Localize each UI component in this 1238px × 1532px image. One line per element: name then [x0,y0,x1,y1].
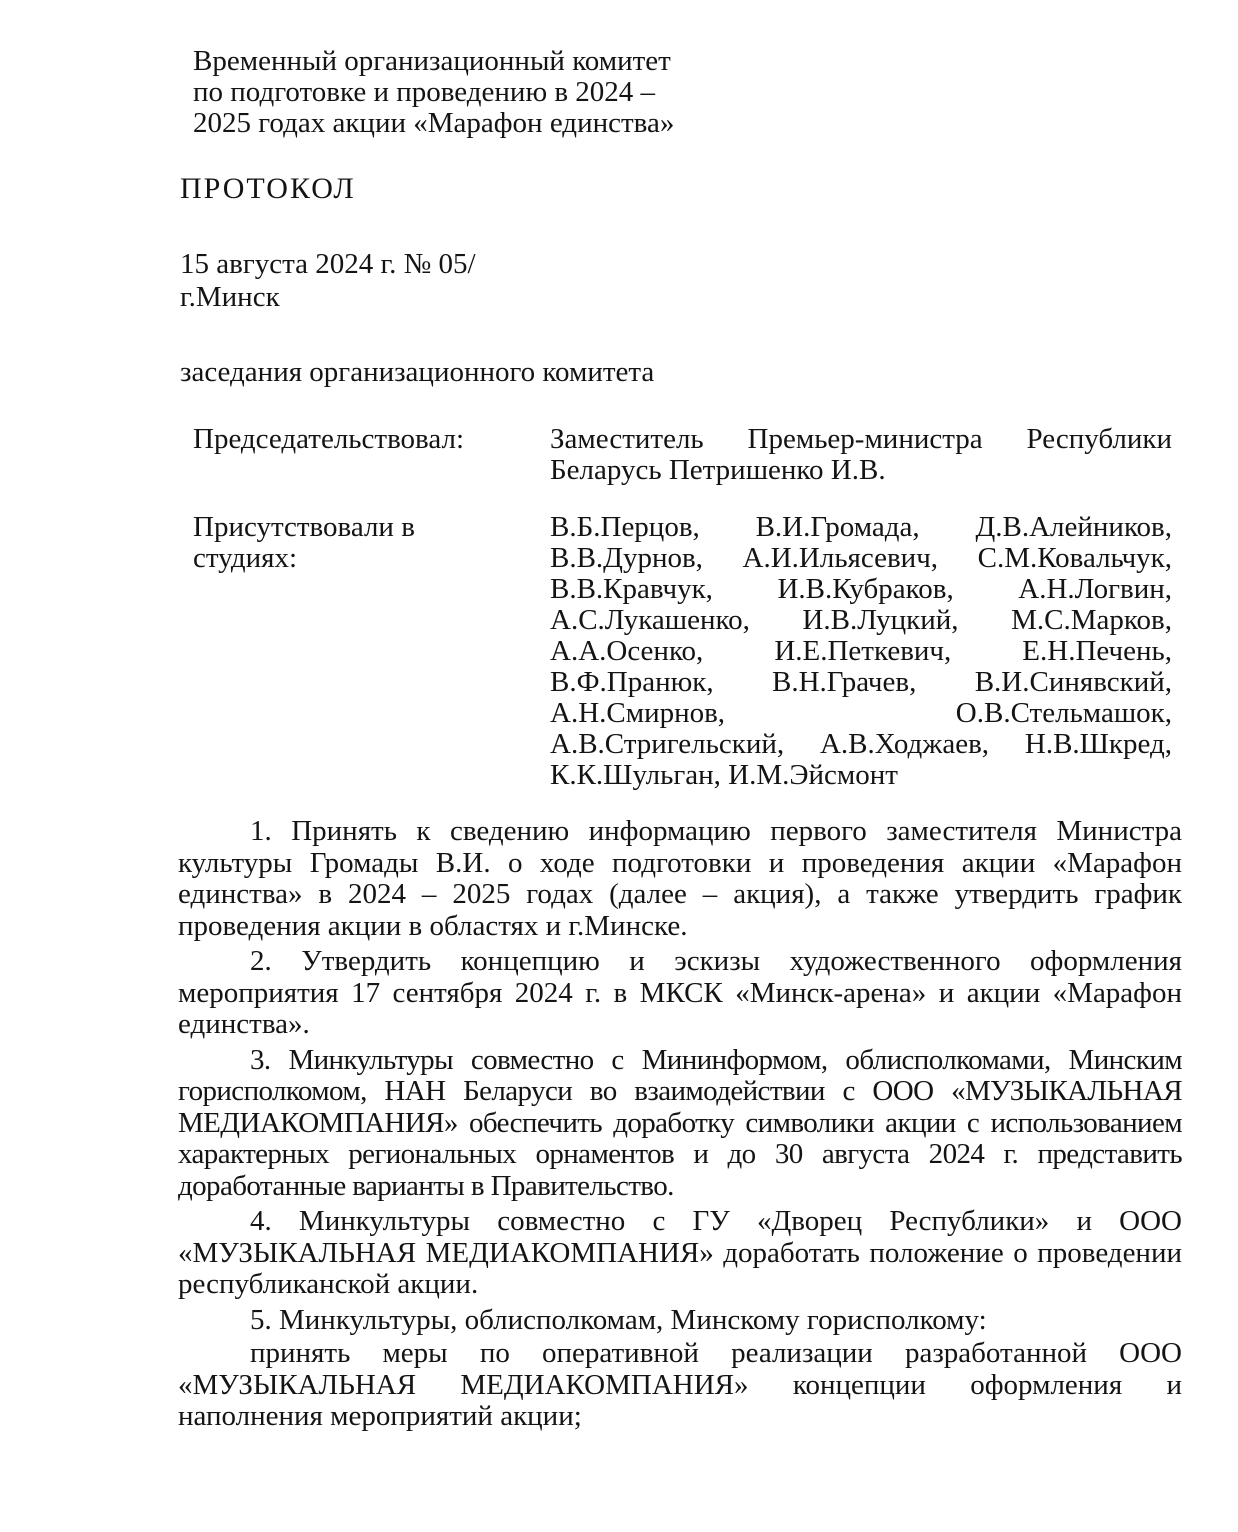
protocol-item-5-subitem: принять меры по оперативной реализации разработанной ООО «МУЗЫКАЛЬНАЯ МЕДИАКОМПАНИЯ» концепции оформления и наполнения мероприятий акции; [178,1337,1182,1432]
chair-label: Председательствовал: [193,423,465,455]
document-subject: заседания организационного комитета [180,356,655,388]
date-place-block [180,248,476,314]
chair-value: Заместитель Премьер-министра Республики Беларусь Петришенко И.В. [550,423,1172,486]
attendees-list: В.Б.Перцов, В.И.Громада, Д.В.Алейников, В.В.Дурнов, А.И.Ильясевич, С.М.Ковальчук, В.В.Кравчук, И.В.Кубраков, А.Н.Логвин, А.С.Лукашенко, И.В.Луцкий, М.С.Марков, А.А.Осенко, И.Е.Петкевич, Е.Н.Печень, В.Ф.Пранюк, В.Н.Грачев, В.И.Синявский, А.Н.Смирнов, О.В.Стельмашок, А.В.Стригельский, А.В.Ходжаев, Н.В.Шкред, К.К.Шульган, И.М.Эйсмонт [550,511,1172,791]
org-line: Временный организационный комитет [193,45,671,77]
document-place: г.Минск [180,281,280,313]
protocol-item-5: 5. Минкультуры, облисполкомам, Минскому горисполкому: [250,1303,987,1336]
org-line: 2025 годах акции «Марафон единства» [193,107,675,139]
protocol-item-1: 1. Принять к сведению информацию первого заместителя Министра культуры Громады В.И. о ходе подготовки и проведения акции «Марафон единства» в 2024 – 2025 годах (далее – акция), а также утвердить график проведения акции в областях и г.Минске. [178,815,1182,942]
protocol-body [178,816,1182,1437]
document-type-title: ПРОТОКОЛ [180,172,356,205]
protocol-item-3: 3. Минкультуры совместно с Мининформом, облисполкомами, Минским горисполкомом, НАН Беларуси во взаимодействии с ООО «МУЗЫКАЛЬНАЯ МЕДИАКОМПАНИЯ» обеспечить доработку символики акции с использованием характерных региональных орнаментов и до 30 августа 2024 г. представить доработанные варианты в Правительство. [178,1043,1182,1202]
organization-header [193,46,674,139]
protocol-item-2: 2. Утвердить концепцию и эскизы художественного оформления мероприятия 17 сентября 2024 г. в МКСК «Минск-арена» и акции «Марафон единства». [178,945,1182,1040]
document-date-number: 15 августа 2024 г. № 05/ [180,248,476,280]
org-line: по подготовке и проведению в 2024 – [193,76,656,108]
protocol-item-4: 4. Минкультуры совместно с ГУ «Дворец Республики» и ООО «МУЗЫКАЛЬНАЯ МЕДИАКОМПАНИЯ» доработать положение о проведении республиканской акции. [178,1205,1182,1300]
attendees-label: Присутствовали в студиях: [193,511,415,574]
